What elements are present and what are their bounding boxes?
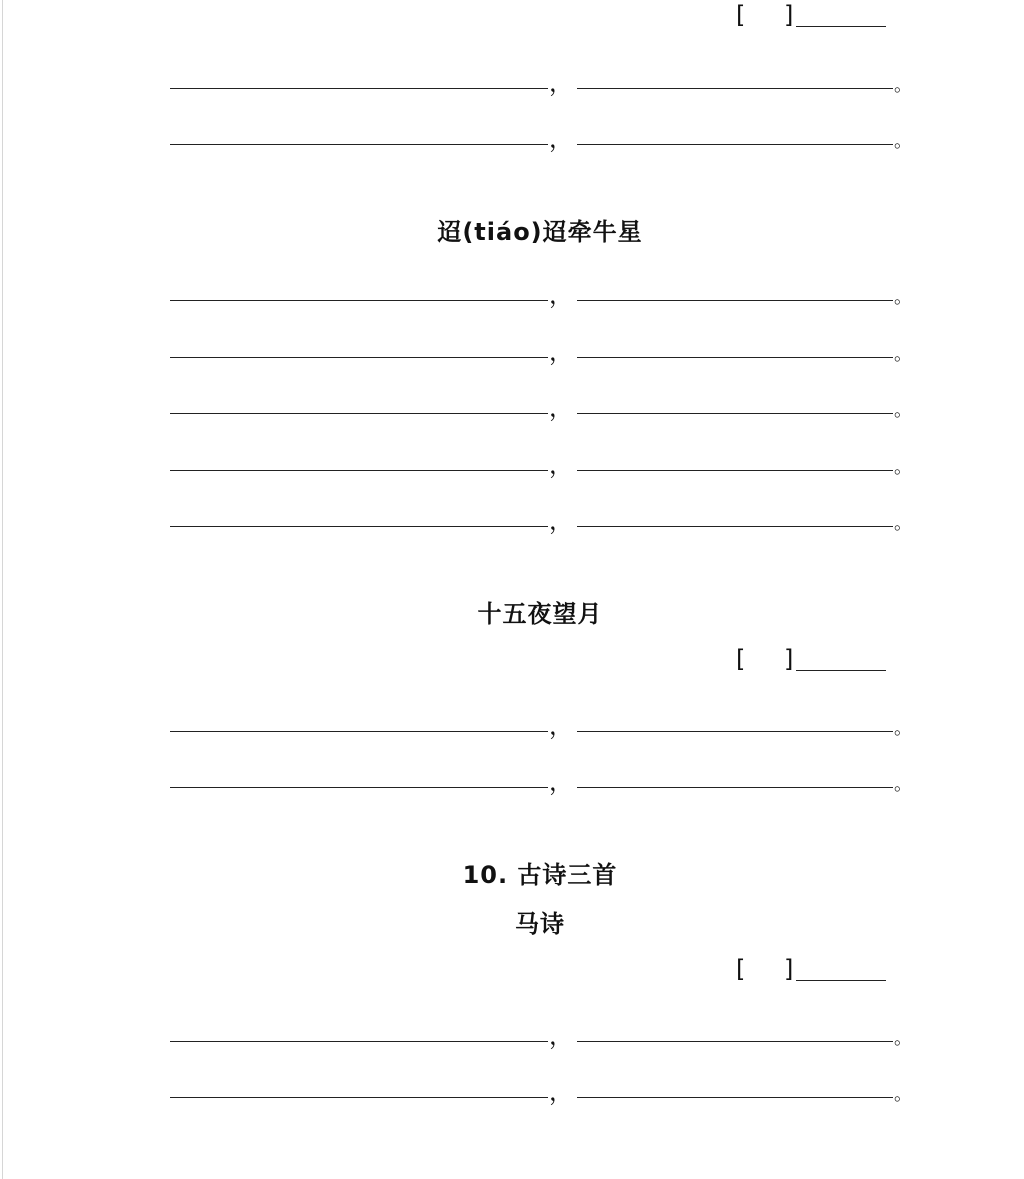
blank-second-half[interactable]: [577, 470, 893, 471]
comma: ，: [549, 338, 573, 366]
blank-line-row: [0, 70, 1024, 100]
blank-second-half[interactable]: [577, 731, 893, 732]
blank-line-row: [0, 1023, 1024, 1053]
period: 。: [894, 774, 912, 795]
comma: ，: [549, 1078, 573, 1106]
bracket-open: [: [736, 645, 746, 673]
poet-blank[interactable]: [796, 980, 886, 981]
poem-title-tiao-tiao: 迢(tiáo)迢牵牛星: [437, 218, 643, 246]
blank-line-row: [0, 769, 1024, 799]
blank-line-row: [0, 452, 1024, 482]
period: 。: [894, 131, 912, 152]
blank-second-half[interactable]: [577, 88, 893, 89]
blank-first-half[interactable]: [170, 88, 548, 89]
blank-second-half[interactable]: [577, 144, 893, 145]
period: 。: [894, 287, 912, 308]
blank-second-half[interactable]: [577, 357, 893, 358]
poet-blank[interactable]: [796, 26, 886, 27]
poem-title-shi-wu-ye: 十五夜望月: [477, 600, 603, 628]
comma: ，: [549, 394, 573, 422]
blank-first-half[interactable]: [170, 470, 548, 471]
period: 。: [894, 1084, 912, 1105]
blank-first-half[interactable]: [170, 526, 548, 527]
comma: ，: [549, 451, 573, 479]
blank-second-half[interactable]: [577, 526, 893, 527]
blank-line-row: [0, 339, 1024, 369]
blank-line-row: [0, 282, 1024, 312]
blank-second-half[interactable]: [577, 1097, 893, 1098]
blank-second-half[interactable]: [577, 300, 893, 301]
comma: ，: [549, 1022, 573, 1050]
blank-line-row: [0, 1079, 1024, 1109]
blank-first-half[interactable]: [170, 1041, 548, 1042]
blank-first-half[interactable]: [170, 300, 548, 301]
blank-first-half[interactable]: [170, 357, 548, 358]
bracket-open: [: [736, 955, 746, 983]
poem-title-ma-shi: 马诗: [515, 910, 565, 938]
period: 。: [894, 513, 912, 534]
comma: ，: [549, 768, 573, 796]
blank-first-half[interactable]: [170, 1097, 548, 1098]
blank-line-row: [0, 126, 1024, 156]
comma: ，: [549, 125, 573, 153]
comma: ，: [549, 712, 573, 740]
comma: ，: [549, 281, 573, 309]
blank-second-half[interactable]: [577, 1041, 893, 1042]
period: 。: [894, 75, 912, 96]
bracket-close: ]: [784, 645, 794, 673]
blank-second-half[interactable]: [577, 787, 893, 788]
period: 。: [894, 344, 912, 365]
lesson-title: 10. 古诗三首: [462, 861, 618, 889]
poet-blank[interactable]: [796, 670, 886, 671]
blank-line-row: [0, 713, 1024, 743]
blank-first-half[interactable]: [170, 144, 548, 145]
blank-first-half[interactable]: [170, 787, 548, 788]
period: 。: [894, 718, 912, 739]
blank-second-half[interactable]: [577, 413, 893, 414]
period: 。: [894, 400, 912, 421]
period: 。: [894, 1028, 912, 1049]
period: 。: [894, 457, 912, 478]
bracket-close: ]: [784, 1, 794, 29]
comma: ，: [549, 69, 573, 97]
blank-line-row: [0, 508, 1024, 538]
bracket-open: [: [736, 1, 746, 29]
blank-first-half[interactable]: [170, 731, 548, 732]
blank-first-half[interactable]: [170, 413, 548, 414]
bracket-close: ]: [784, 955, 794, 983]
comma: ，: [549, 507, 573, 535]
blank-line-row: [0, 395, 1024, 425]
